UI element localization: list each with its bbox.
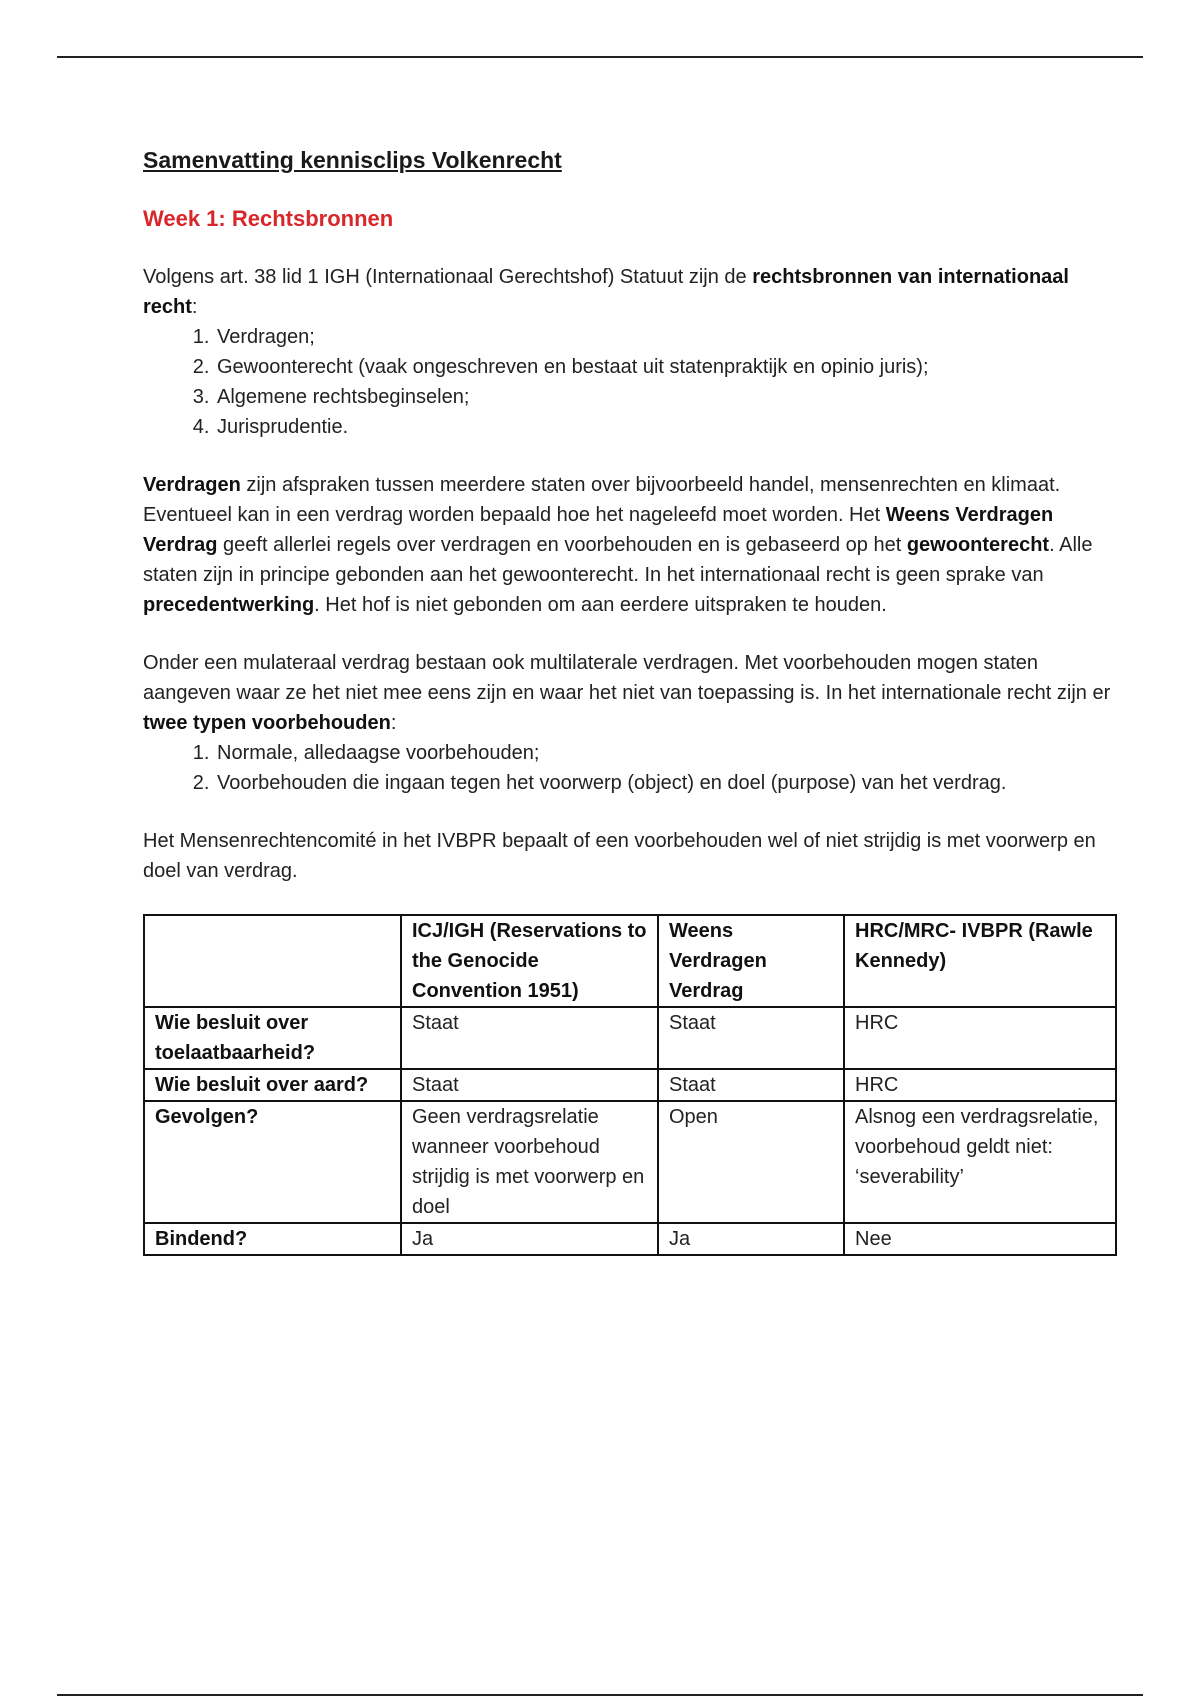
reservations-paragraph xyxy=(143,648,1123,738)
table-row xyxy=(144,1223,1116,1255)
list-item: 3. Algemene rechtsbeginselen; xyxy=(215,382,1123,412)
table-header-empty xyxy=(144,915,401,1007)
list-item: 1. Verdragen; xyxy=(215,322,1123,352)
table-cell: HRC xyxy=(844,1007,1116,1069)
table-cell: HRC xyxy=(844,1069,1116,1101)
para2-text-2: geeft allerlei regels over verdragen en voorbehouden en is gebaseerd op het xyxy=(217,534,907,556)
table-header-wvv: Weens Verdragen Verdrag xyxy=(658,915,844,1007)
treaties-paragraph xyxy=(143,470,1123,620)
bold-precedentwerking: precedentwerking xyxy=(143,594,315,616)
list-item: 2. Voorbehouden die ingaan tegen het voorwerp (object) en doel (purpose) van het verdrag. xyxy=(215,768,1123,798)
bold-twee-typen-voorbehouden: twee typen voorbehouden xyxy=(143,712,391,734)
list-item: 4. Jurisprudentie. xyxy=(215,412,1123,442)
page-bottom-rule xyxy=(57,1694,1143,1696)
para2-text-1: zijn afspraken tussen meerdere staten over bijvoorbeeld handel, mensenrechten en klimaat. Eventueel kan in een verdrag worden bepaald hoe het nageleefd moet worden. Het xyxy=(143,474,1061,526)
table-cell: Staat xyxy=(658,1069,844,1101)
bold-weens-verdragen-verdrag: Weens Verdragen Verdrag xyxy=(143,504,1054,556)
table-cell: Alsnog een verdragsrelatie, voorbehoud geldt niet: ‘severability’ xyxy=(844,1101,1116,1223)
table-row xyxy=(144,1007,1116,1069)
intro-text-2: : xyxy=(191,296,198,318)
table-cell: Ja xyxy=(401,1223,658,1255)
bold-verdragen: Verdragen xyxy=(143,474,241,496)
table-header-icj: ICJ/IGH (Reservations to the Genocide Convention 1951) xyxy=(401,915,658,1007)
table-cell: Staat xyxy=(401,1069,658,1101)
table-cell: Nee xyxy=(844,1223,1116,1255)
bold-gewoonterecht: gewoonterecht xyxy=(906,534,1050,556)
list-item: 1. Normale, alledaagse voorbehouden; xyxy=(215,738,1123,768)
intro-text-1: Volgens art. 38 lid 1 IGH (Internationaal Gerechtshof) Statuut zijn de xyxy=(143,266,753,288)
intro-paragraph xyxy=(143,262,1123,322)
reservations-comparison-table xyxy=(143,914,1117,1256)
table-cell: Staat xyxy=(401,1007,658,1069)
para2-text-3: . Alle staten zijn in principe gebonden aan het gewoonterecht. In het internationaal recht is geen sprake van xyxy=(143,534,1093,586)
table-cell: Geen verdragsrelatie wanneer voorbehoud strijdig is met voorwerp en doel xyxy=(401,1101,658,1223)
table-row-label: Wie besluit over aard? xyxy=(144,1069,401,1101)
para2-text-4: . Het hof is niet gebonden om aan eerdere uitspraken te houden. xyxy=(314,594,887,616)
table-header-row xyxy=(144,915,1116,1007)
document-body xyxy=(143,144,1123,1256)
table-row-label: Wie besluit over toelaatbaarheid? xyxy=(144,1007,401,1069)
page-top-rule xyxy=(57,56,1143,58)
week-1-heading: Week 1: Rechtsbronnen xyxy=(143,206,394,231)
table-header-hrc: HRC/MRC- IVBPR (Rawle Kennedy) xyxy=(844,915,1116,1007)
table-cell: Staat xyxy=(658,1007,844,1069)
para3-text-2: : xyxy=(390,712,397,734)
document-title: Samenvatting kennisclips Volkenrecht xyxy=(143,147,562,173)
reservations-list xyxy=(143,738,1123,798)
intro-bold-sources: rechtsbronnen van internationaal recht xyxy=(143,266,1069,318)
list-item: 2. Gewoonterecht (vaak ongeschreven en bestaat uit statenpraktijk en opinio juris); xyxy=(215,352,1123,382)
sources-list xyxy=(143,322,1123,442)
committee-paragraph: Het Mensenrechtencomité in het IVBPR bepaalt of een voorbehouden wel of niet strijdig is met voorwerp en doel van verdrag. xyxy=(143,830,1096,882)
table-cell: Open xyxy=(658,1101,844,1223)
para3-text-1: Onder een mulateraal verdrag bestaan ook multilaterale verdragen. Met voorbehouden mogen staten aangeven waar ze het niet mee eens zijn en waar het niet van toepassing is. In het internationale recht zijn er xyxy=(143,652,1111,704)
table-row xyxy=(144,1101,1116,1223)
table-cell: Ja xyxy=(658,1223,844,1255)
table-row-label: Gevolgen? xyxy=(144,1101,401,1223)
table-row xyxy=(144,1069,1116,1101)
table-row-label: Bindend? xyxy=(144,1223,401,1255)
